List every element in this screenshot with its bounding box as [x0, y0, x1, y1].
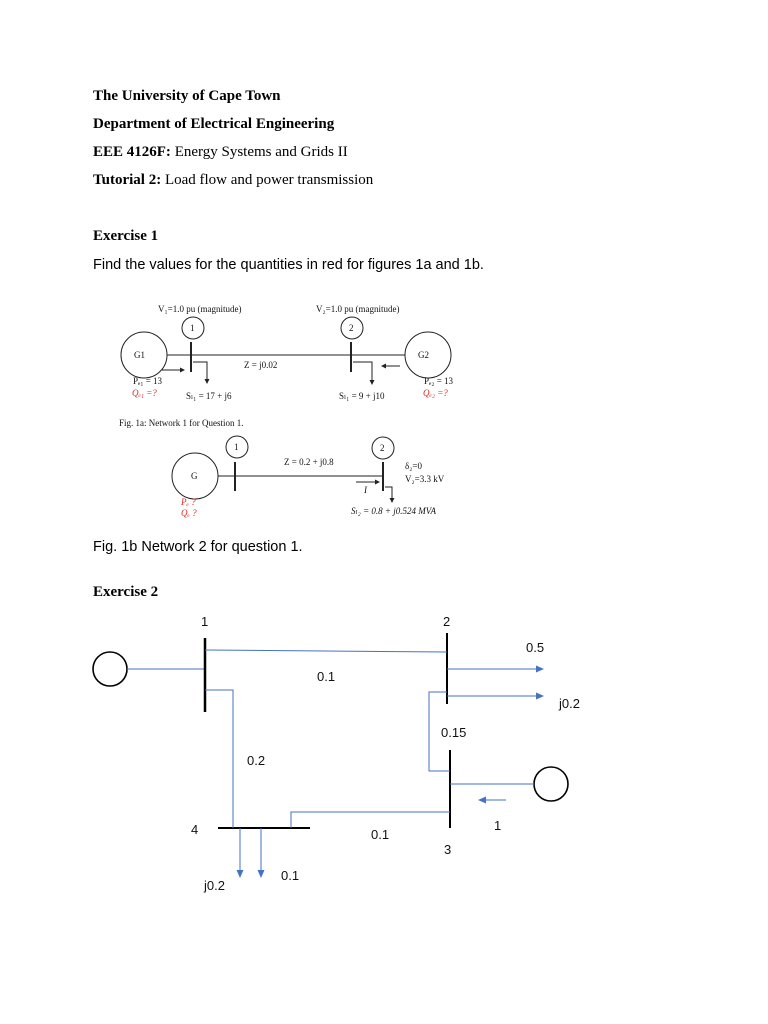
- ex2-load2-q-arrowhead: [536, 693, 544, 700]
- qg1-label: Qₑ₁ =?: [132, 388, 157, 398]
- fig1b-bus2-number: 2: [380, 443, 385, 453]
- qg2-label: Qₑ₂ =?: [423, 388, 448, 398]
- exercise1-title: Exercise 1: [93, 228, 159, 244]
- university-name: The University of Cape Town: [93, 88, 281, 104]
- ex2-load4-p-label: 0.1: [281, 868, 300, 883]
- ex2-line-1-2: [205, 650, 447, 652]
- ex2-load2-q-label: j0.2: [559, 696, 580, 711]
- department-name: Department of Electrical Engineering: [93, 116, 335, 132]
- course-code: EEE 4126F:: [93, 144, 171, 160]
- fig1b-current-label: I: [364, 485, 367, 495]
- pg2-label: Pₑ₂ = 13: [424, 376, 454, 386]
- fig1b-bus1-number: 1: [234, 442, 239, 452]
- ex2-load4-q-arrowhead: [237, 870, 244, 878]
- ex2-line-3-4: [291, 812, 450, 828]
- ex2-bus1-number: 1: [201, 614, 209, 629]
- ex2-bus4-number: 4: [191, 822, 199, 837]
- tutorial-name: Load flow and power transmission: [161, 172, 374, 188]
- fig1b-generator-label: G: [191, 471, 198, 481]
- ex2-bus3-number: 3: [444, 842, 452, 857]
- ex2-load2-p-arrowhead: [536, 666, 544, 673]
- ex2-gen3-injection-arrowhead: [478, 797, 486, 804]
- ex2-generator1-circle: [93, 652, 127, 686]
- exercise2-title: Exercise 2: [93, 584, 159, 600]
- fig1b-pg-label: Pₑ ?: [181, 497, 196, 507]
- ex2-bus2-number: 2: [443, 614, 451, 629]
- fig1b-load-label: Sₗ₂ = 0.8 + j0.524 MVA: [351, 506, 437, 516]
- fig1a-caption: Fig. 1a: Network 1 for Question 1.: [119, 418, 244, 428]
- sl1-bus1-label: Sₗ₁ = 17 + j6: [186, 391, 232, 401]
- fig1b-impedance-label: Z = 0.2 + j0.8: [284, 457, 334, 467]
- course-name: Energy Systems and Grids II: [170, 144, 348, 160]
- fig1b-caption: Fig. 1b Network 2 for question 1.: [93, 539, 303, 555]
- fig1b-v2-label: V₂=3.3 kV: [405, 474, 445, 484]
- ex2-generator3-circle: [534, 767, 568, 801]
- ex2-line-1-4-label: 0.2: [247, 753, 266, 768]
- sl1-bus2-label: Sₗ₁ = 9 + j10: [339, 391, 385, 401]
- v1-label: V₁=1.0 pu (magnitude): [158, 304, 242, 314]
- ex2-load2-p-label: 0.5: [526, 640, 545, 655]
- bus1-number: 1: [190, 323, 195, 333]
- ex2-gen3-p-label: 1: [494, 818, 502, 833]
- exercise1-instruction: Find the values for the quantities in red for figures 1a and 1b.: [93, 257, 484, 273]
- ex2-line-1-4: [205, 690, 233, 828]
- fig1b-qg-label: Qₑ ?: [181, 508, 197, 518]
- tutorial-label: Tutorial 2:: [93, 172, 162, 188]
- bus2-number: 2: [349, 323, 354, 333]
- impedance-label: Z = j0.02: [244, 360, 278, 370]
- v2-label: V₂=1.0 pu (magnitude): [316, 304, 400, 314]
- ex2-load4-p-arrowhead: [258, 870, 265, 878]
- fig1b-delta-label: δ₂=0: [405, 461, 422, 471]
- ex2-line-3-4-label: 0.1: [371, 827, 390, 842]
- ex2-line-2-3-label: 0.15: [441, 725, 467, 740]
- generator-g1-label: G1: [134, 350, 145, 360]
- generator-g2-label: G2: [418, 350, 429, 360]
- ex2-line-1-2-label: 0.1: [317, 669, 336, 684]
- pg1-label: Pₑ₁ = 13: [133, 376, 163, 386]
- ex2-load4-q-label: j0.2: [204, 878, 225, 893]
